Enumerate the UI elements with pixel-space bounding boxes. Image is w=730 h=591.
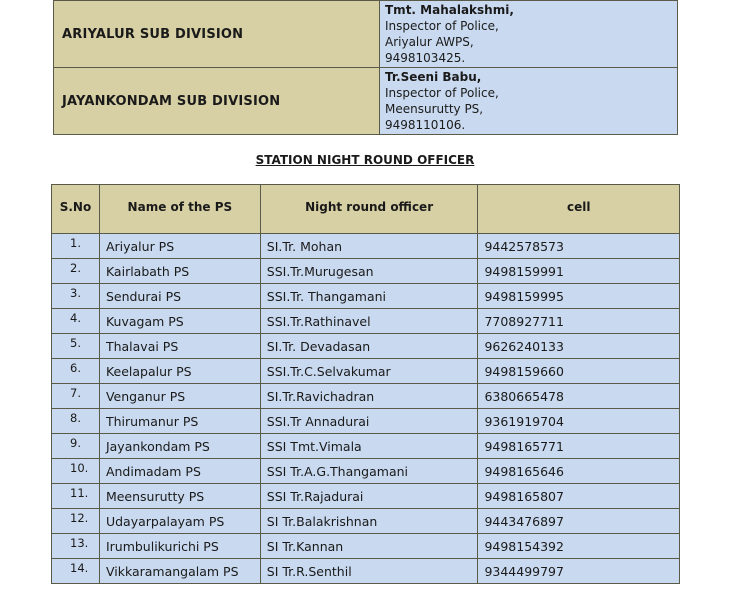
row-officer: SSI.Tr.Rathinavel [260, 309, 478, 334]
officer-name: Tr.Seeni Babu, [385, 70, 482, 84]
row-cell: 9442578573 [478, 234, 680, 259]
row-cell: 6380665478 [478, 384, 680, 409]
division-name: ARIYALUR SUB DIVISION [54, 1, 380, 68]
table-row [52, 284, 680, 309]
row-sno: 14. [52, 559, 100, 584]
officer-name: Tmt. Mahalakshmi, [385, 3, 514, 17]
row-cell: 9498154392 [478, 534, 680, 559]
officer-line: 9498110106. [385, 118, 466, 132]
row-ps-name: Ariyalur PS [99, 234, 260, 259]
row-sno: 10. [52, 459, 100, 484]
table-row [52, 359, 680, 384]
officer-line: Ariyalur AWPS, [385, 35, 474, 49]
row-sno: 1. [52, 234, 100, 259]
row-officer: SI Tr.Balakrishnan [260, 509, 478, 534]
row-sno: 9. [52, 434, 100, 459]
row-sno: 2. [52, 259, 100, 284]
officer-line: Inspector of Police, [385, 86, 499, 100]
row-cell: 7708927711 [478, 309, 680, 334]
row-ps-name: Udayarpalayam PS [99, 509, 260, 534]
table-row [52, 334, 680, 359]
row-sno: 4. [52, 309, 100, 334]
row-sno: 11. [52, 484, 100, 509]
row-ps-name: Keelapalur PS [99, 359, 260, 384]
row-officer: SSI.Tr.C.Selvakumar [260, 359, 478, 384]
row-ps-name: Meensurutty PS [99, 484, 260, 509]
row-officer: SSI Tr.Rajadurai [260, 484, 478, 509]
section-title: STATION NIGHT ROUND OFFICER [255, 153, 475, 167]
night-round-table [51, 184, 680, 584]
table-row [52, 309, 680, 334]
subdivision-row [54, 68, 678, 135]
row-sno: 13. [52, 534, 100, 559]
subdivision-row [54, 1, 678, 68]
row-ps-name: Sendurai PS [99, 284, 260, 309]
header-ps-name: Name of the PS [99, 185, 260, 234]
officer-contact [380, 68, 678, 135]
row-ps-name: Irumbulikurichi PS [99, 534, 260, 559]
row-sno: 3. [52, 284, 100, 309]
table-row [52, 509, 680, 534]
header-sno: S.No [52, 185, 100, 234]
officer-line: 9498103425. [385, 51, 466, 65]
row-ps-name: Andimadam PS [99, 459, 260, 484]
officer-contact [380, 1, 678, 68]
table-row [52, 559, 680, 584]
table-row [52, 259, 680, 284]
officer-line: Meensurutty PS, [385, 102, 484, 116]
row-ps-name: Venganur PS [99, 384, 260, 409]
row-ps-name: Vikkaramangalam PS [99, 559, 260, 584]
row-officer: SSI Tr.A.G.Thangamani [260, 459, 478, 484]
row-sno: 12. [52, 509, 100, 534]
table-row [52, 434, 680, 459]
row-officer: SSI.Tr.Murugesan [260, 259, 478, 284]
row-cell: 9498159660 [478, 359, 680, 384]
row-sno: 6. [52, 359, 100, 384]
officer-line: Inspector of Police, [385, 19, 499, 33]
row-officer: SI.Tr.Ravichadran [260, 384, 478, 409]
row-cell: 9626240133 [478, 334, 680, 359]
row-sno: 5. [52, 334, 100, 359]
row-cell: 9498165807 [478, 484, 680, 509]
row-ps-name: Thirumanur PS [99, 409, 260, 434]
row-cell: 9498165771 [478, 434, 680, 459]
row-cell: 9443476897 [478, 509, 680, 534]
table-row [52, 234, 680, 259]
row-sno: 8. [52, 409, 100, 434]
row-cell: 9498165646 [478, 459, 680, 484]
table-row [52, 534, 680, 559]
row-cell: 9498159991 [478, 259, 680, 284]
row-officer: SI Tr.Kannan [260, 534, 478, 559]
row-cell: 9344499797 [478, 559, 680, 584]
row-ps-name: Jayankondam PS [99, 434, 260, 459]
header-officer: Night round officer [260, 185, 478, 234]
division-name: JAYANKONDAM SUB DIVISION [54, 68, 380, 135]
row-sno: 7. [52, 384, 100, 409]
row-ps-name: Kairlabath PS [99, 259, 260, 284]
table-row [52, 459, 680, 484]
row-officer: SI.Tr. Devadasan [260, 334, 478, 359]
table-row [52, 384, 680, 409]
row-officer: SI Tr.R.Senthil [260, 559, 478, 584]
row-ps-name: Thalavai PS [99, 334, 260, 359]
table-body [52, 234, 680, 584]
row-officer: SSI.Tr Annadurai [260, 409, 478, 434]
row-cell: 9498159995 [478, 284, 680, 309]
row-officer: SSI Tmt.Vimala [260, 434, 478, 459]
row-officer: SI.Tr. Mohan [260, 234, 478, 259]
table-row [52, 484, 680, 509]
table-header-row [52, 185, 680, 234]
subdivision-table [53, 0, 678, 135]
table-row [52, 409, 680, 434]
row-ps-name: Kuvagam PS [99, 309, 260, 334]
row-cell: 9361919704 [478, 409, 680, 434]
row-officer: SSI.Tr. Thangamani [260, 284, 478, 309]
header-cell: cell [478, 185, 680, 234]
